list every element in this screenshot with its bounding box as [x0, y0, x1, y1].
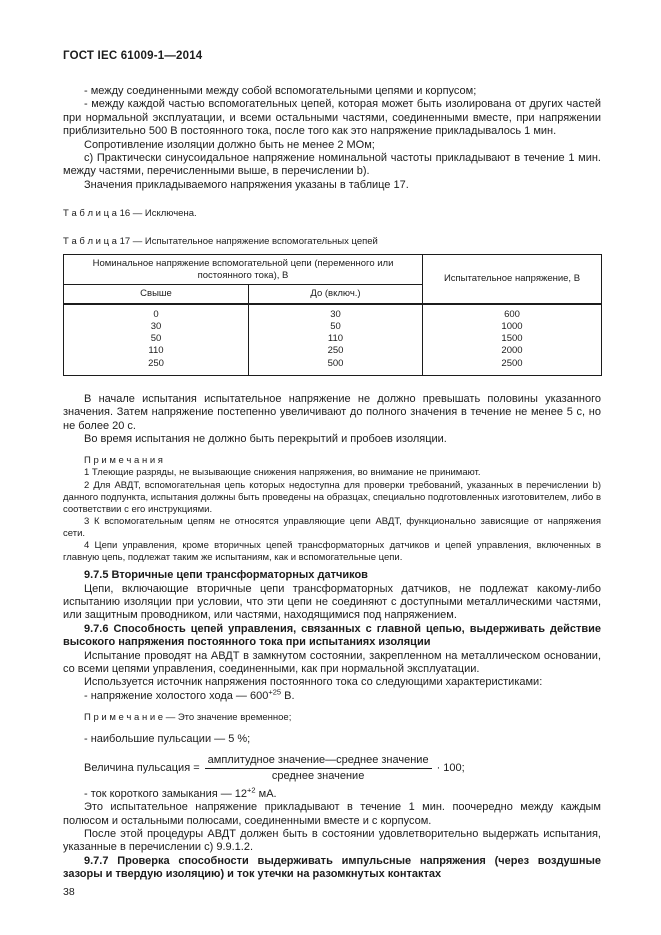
table-cell: 500: [249, 358, 423, 376]
document-header: ГОСТ IEC 61009-1—2014: [63, 50, 203, 62]
paragraph: - между каждой частью вспомогательных цепей, которая может быть изолирована от других частей при нормальной эксплуатации, и всеми остальными частями, соединенными вместе, при напряжении приблизительно 500 В постоянного тока, после того как это напряжение прикладывалось 1 мин.: [63, 98, 601, 138]
note-item: 1 Тлеющие разряды, не вызывающие снижения напряжения, во внимание не принимают.: [84, 467, 481, 479]
table-cell: 250: [249, 345, 423, 357]
short-circuit-current-line: [63, 785, 601, 801]
table-row: [64, 345, 602, 357]
formula-fraction: [205, 754, 432, 783]
paragraph: В начале испытания испытательное напряжение не должно превышать половины указанного значения. Затем напряжение постепенно увеличивают до полного значения в течение не менее 5 с, но не более 20 с.: [63, 392, 601, 432]
notes-title: П р и м е ч а н и я: [84, 455, 163, 467]
formula-lhs: Величина пульсация =: [84, 761, 200, 774]
table-row: [64, 333, 602, 345]
table-row: [64, 358, 602, 376]
table-cell: 110: [249, 333, 423, 345]
section-heading-9-7-7: 9.7.7 Проверка способности выдерживать импульсные напряжения (через воздушные зазоры и твердую изоляцию) и ток утечки на разомкнутых контактах: [63, 854, 601, 881]
table-17-caption: Т а б л и ц а 17 — Испытательное напряжение вспомогательных цепей: [63, 236, 378, 248]
table-cell: 250: [64, 358, 249, 376]
table-cell: 50: [249, 321, 423, 333]
paragraph: После этой процедуры АВДТ должен быть в состоянии удовлетворительно выдержать испытания, указанные в перечислении с) 9.9.1.2.: [63, 827, 601, 854]
no-load-voltage-line: [63, 687, 601, 703]
paragraph: Это испытательное напряжение прикладывают в течение 1 мин. поочередно между каждым полюсом и остальными полюсами, соединенными вместе и с корпусом.: [63, 801, 601, 827]
note-item: 2 Для АВДТ, вспомогательная цепь которых недоступна для проверки требований, указанных в перечислении b) данного подпункта, испытания должны быть проведены на образцах, специально подготовленных изготовителем, либо в соответствии с его инструкциями.: [63, 479, 601, 515]
page-number: 38: [63, 885, 75, 898]
table-cell: 600: [423, 304, 602, 321]
short-circuit-current-text: - ток короткого замыкания — 12: [84, 787, 248, 800]
table-cell: 30: [64, 321, 249, 333]
table-cell: 0: [64, 304, 249, 321]
pulsation-line: - наибольшие пульсации — 5 %;: [84, 733, 251, 746]
table-header-test-voltage: Испытательное напряжение, В: [423, 255, 602, 304]
paragraph: Сопротивление изоляции должно быть не менее 2 МОм;: [84, 138, 375, 151]
current-tolerance-superscript: +2: [247, 785, 256, 795]
paragraph: Значения прикладываемого напряжения указаны в таблице 17.: [84, 178, 409, 191]
table-16-caption: Т а б л и ц а 16 — Исключена.: [63, 208, 197, 220]
table-cell: 2500: [423, 358, 602, 376]
table-row: [64, 304, 602, 321]
voltage-tolerance-superscript: +25: [268, 687, 282, 697]
formula-numerator: амплитудное значение—среднее значение: [205, 754, 432, 769]
table-header-nominal-voltage: Номинальное напряжение вспомогательной цепи (переменного или постоянного тока), В: [64, 255, 423, 285]
table-row: [64, 321, 602, 333]
table-cell: 110: [64, 345, 249, 357]
table-cell: 1500: [423, 333, 602, 345]
table-subheader-above: Свыше: [64, 285, 249, 304]
paragraph: Во время испытания не должно быть перекрытий и пробоев изоляции.: [84, 432, 447, 445]
table-subheader-upto: До (включ.): [249, 285, 423, 304]
paragraph: Испытание проводят на АВДТ в замкнутом состоянии, закрепленном на металлическом основании, со всеми цепями управления, соединенными, как при нормальной эксплуатации.: [63, 649, 601, 676]
note-item: 4 Цепи управления, кроме вторичных цепей трансформаторных датчиков и цепей управления, включенных в главную цепь, подлежат таким же испытаниям, как и вспомогательные цепи.: [63, 540, 601, 564]
formula-denominator: среднее значение: [271, 769, 365, 782]
table-cell: 50: [64, 333, 249, 345]
table-cell: 2000: [423, 345, 602, 357]
voltage-unit-text: В.: [281, 689, 295, 702]
paragraph: с) Практически синусоидальное напряжение номинальной частоты прикладывают в течение 1 мин. между частями, перечисленными выше, в перечислении b).: [63, 152, 601, 178]
section-heading-9-7-5: 9.7.5 Вторичные цепи трансформаторных датчиков: [84, 569, 368, 582]
paragraph: Используется источник напряжения постоянного тока со следующими характеристиками:: [84, 676, 543, 689]
no-load-voltage-text: - напряжение холостого хода — 600: [84, 689, 269, 702]
table-cell: 1000: [423, 321, 602, 333]
single-note: П р и м е ч а н и е — Это значение временное;: [84, 712, 292, 724]
pulsation-formula: [63, 754, 601, 783]
table-header-row: [64, 255, 602, 285]
formula-rhs: · 100;: [436, 761, 465, 774]
notes-block: [63, 455, 601, 564]
section-heading-9-7-6: 9.7.6 Способность цепей управления, связанных с главной цепью, выдерживать действие высокого напряжения постоянного тока при испытаниях изоляции: [63, 622, 601, 649]
auxiliary-circuit-test-voltage-table: [63, 254, 602, 376]
paragraph: Цепи, включающие вторичные цепи трансформаторных датчиков, не подлежат какому-либо испытанию изоляции при условии, что эти цепи не соединяют с доступными металлическими частями, или защитным проводником, или частями, находящимися под напряжением.: [63, 582, 601, 622]
table-cell: 30: [249, 304, 423, 321]
current-unit-text: мА.: [255, 787, 277, 800]
paragraph: - между соединенными между собой вспомогательными цепями и корпусом;: [84, 85, 477, 97]
note-item: 3 К вспомогательным цепям не относятся управляющие цепи АВДТ, функционально зависящие от напряжения сети.: [63, 515, 601, 539]
